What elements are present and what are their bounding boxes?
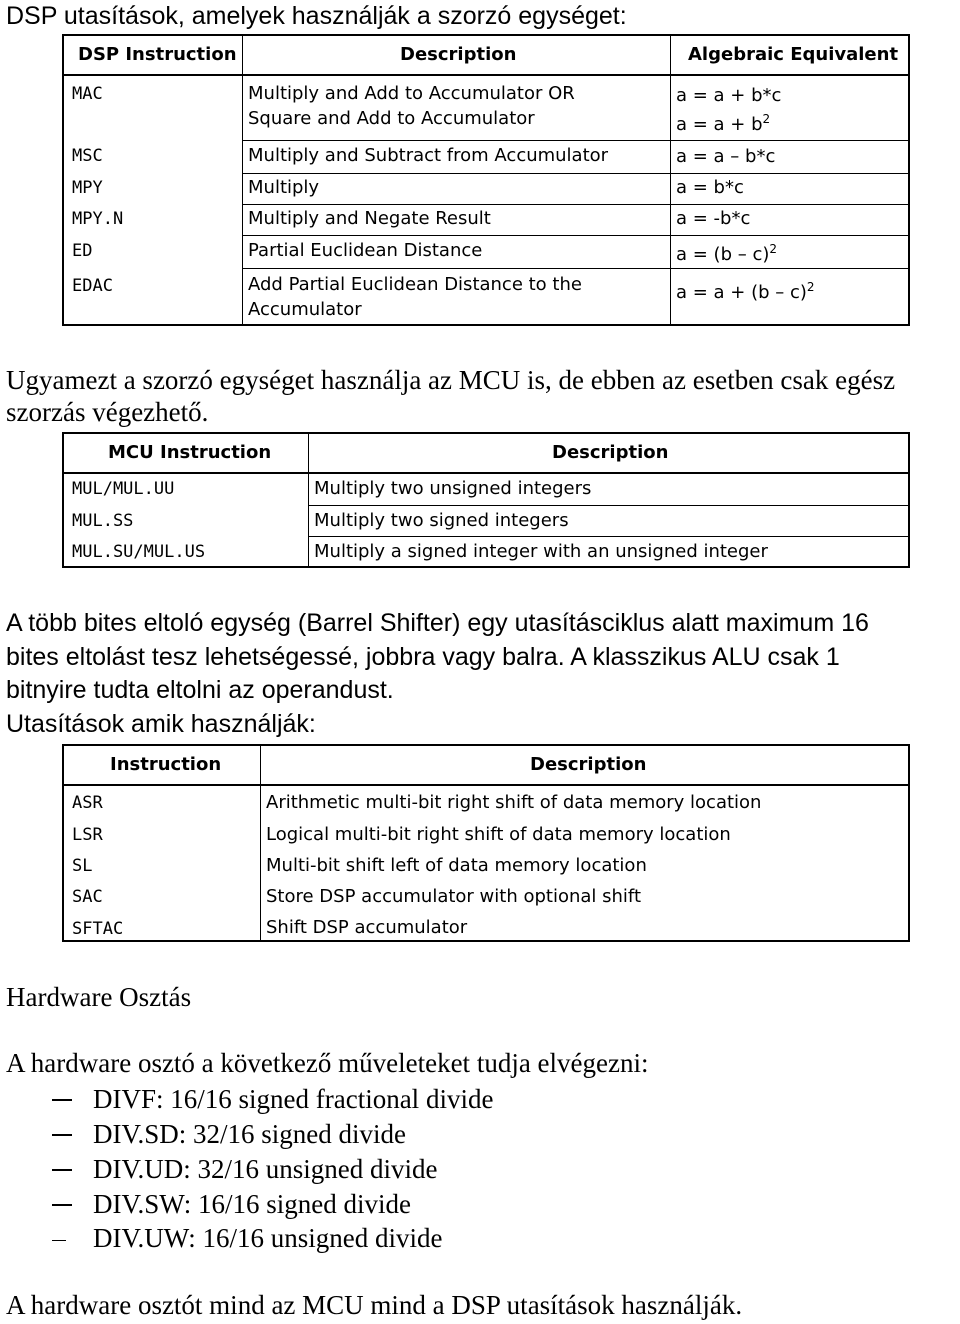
shifter-paragraph-line: bitnyire tudta eltolni az operandust. bbox=[6, 676, 394, 704]
table-row: MAC bbox=[72, 84, 103, 104]
shifter-paragraph-line: A több bites eltoló egység (Barrel Shifter) egy utasításciklus alatt maximum 16 bbox=[6, 609, 869, 637]
list-dash-icon bbox=[52, 1134, 72, 1136]
dsp-header-algebraic: Algebraic Equivalent bbox=[688, 44, 899, 65]
mcu-paragraph-line: Ugyamezt a szorzó egységet használja az MCU is, de ebben az esetben csak egész bbox=[6, 365, 896, 395]
list-item: DIV.SD: 32/16 signed divide bbox=[93, 1119, 407, 1149]
dsp-header-description: Description bbox=[400, 44, 517, 65]
table-row: ASR bbox=[72, 793, 103, 813]
hw-title: Hardware Osztás bbox=[6, 982, 192, 1012]
dsp-header-instruction: DSP Instruction bbox=[78, 44, 237, 65]
table-cell: Multiply and Subtract from Accumulator bbox=[248, 145, 609, 166]
mcu-header-instruction: MCU Instruction bbox=[108, 442, 272, 463]
table-cell: a = b*c bbox=[676, 177, 744, 198]
shift-header-instruction: Instruction bbox=[110, 754, 222, 775]
list-item: DIV.UW: 16/16 unsigned divide bbox=[93, 1223, 443, 1253]
table-row: MPY bbox=[72, 178, 103, 198]
shifter-paragraph-line: Utasítások amik használják: bbox=[6, 710, 316, 738]
shift-instruction-table bbox=[62, 744, 910, 942]
table-cell: Multiply bbox=[248, 177, 320, 198]
table-cell: Logical multi-bit right shift of data memory location bbox=[266, 824, 731, 845]
table-cell: Accumulator bbox=[248, 299, 362, 320]
shift-header-description: Description bbox=[530, 754, 647, 775]
table-row: MUL.SU/MUL.US bbox=[72, 542, 206, 562]
table-row: EDAC bbox=[72, 276, 113, 296]
shifter-paragraph-line: bites eltolást tesz lehetségessé, jobbra vagy balra. A klasszikus ALU csak 1 bbox=[6, 643, 840, 671]
table-cell: Add Partial Euclidean Distance to the bbox=[248, 274, 582, 295]
table-cell: Partial Euclidean Distance bbox=[248, 240, 483, 261]
table-cell: a = a – b*c bbox=[676, 146, 776, 167]
table-row: SL bbox=[72, 856, 93, 876]
table-cell: $a = a + b^2$ bbox=[676, 112, 771, 135]
list-dash-icon bbox=[52, 1099, 72, 1101]
table-row: MPY.N bbox=[72, 209, 124, 229]
table-cell: Arithmetic multi-bit right shift of data memory location bbox=[266, 792, 762, 813]
table-cell: Multiply and Add to Accumulator OR bbox=[248, 83, 575, 104]
table-cell: Multiply and Negate Result bbox=[248, 208, 491, 229]
list-item: DIV.UD: 32/16 unsigned divide bbox=[93, 1154, 438, 1184]
mcu-paragraph-line: szorzás végezhető. bbox=[6, 397, 209, 427]
table-cell: Square and Add to Accumulator bbox=[248, 108, 535, 129]
table-row: MUL/MUL.UU bbox=[72, 479, 175, 499]
table-cell: Multi-bit shift left of data memory location bbox=[266, 855, 647, 876]
list-dash-icon bbox=[52, 1240, 66, 1241]
table-row: SFTAC bbox=[72, 919, 124, 939]
dsp-instruction-table bbox=[62, 34, 910, 326]
list-item: DIV.SW: 16/16 signed divide bbox=[93, 1189, 411, 1219]
list-dash-icon bbox=[52, 1204, 72, 1206]
table-cell: Multiply two signed integers bbox=[314, 510, 569, 531]
dsp-intro-text: DSP utasítások, amelyek használják a szorzó egységet: bbox=[6, 2, 627, 30]
hw-intro: A hardware osztó a következő műveleteket tudja elvégezni: bbox=[6, 1048, 649, 1078]
table-cell: Multiply a signed integer with an unsigned integer bbox=[314, 541, 768, 562]
hw-outro: A hardware osztót mind az MCU mind a DSP utasítások használják. bbox=[6, 1290, 743, 1320]
table-row: LSR bbox=[72, 825, 103, 845]
table-cell: a = -b*c bbox=[676, 208, 751, 229]
table-cell: a = a + b*c bbox=[676, 85, 782, 106]
table-row: MUL.SS bbox=[72, 511, 134, 531]
table-row: ED bbox=[72, 241, 93, 261]
table-cell: Multiply two unsigned integers bbox=[314, 478, 592, 499]
table-cell: a = a + (b – c)$^2$ bbox=[676, 280, 815, 303]
list-dash-icon bbox=[52, 1169, 72, 1171]
table-cell: Store DSP accumulator with optional shift bbox=[266, 886, 642, 907]
table-cell: Shift DSP accumulator bbox=[266, 917, 468, 938]
table-row: SAC bbox=[72, 887, 103, 907]
mcu-header-description: Description bbox=[552, 442, 669, 463]
list-item: DIVF: 16/16 signed fractional divide bbox=[93, 1084, 494, 1114]
mcu-instruction-table bbox=[62, 432, 910, 568]
table-cell: a = (b – c)$^2$ bbox=[676, 242, 778, 265]
table-row: MSC bbox=[72, 146, 103, 166]
